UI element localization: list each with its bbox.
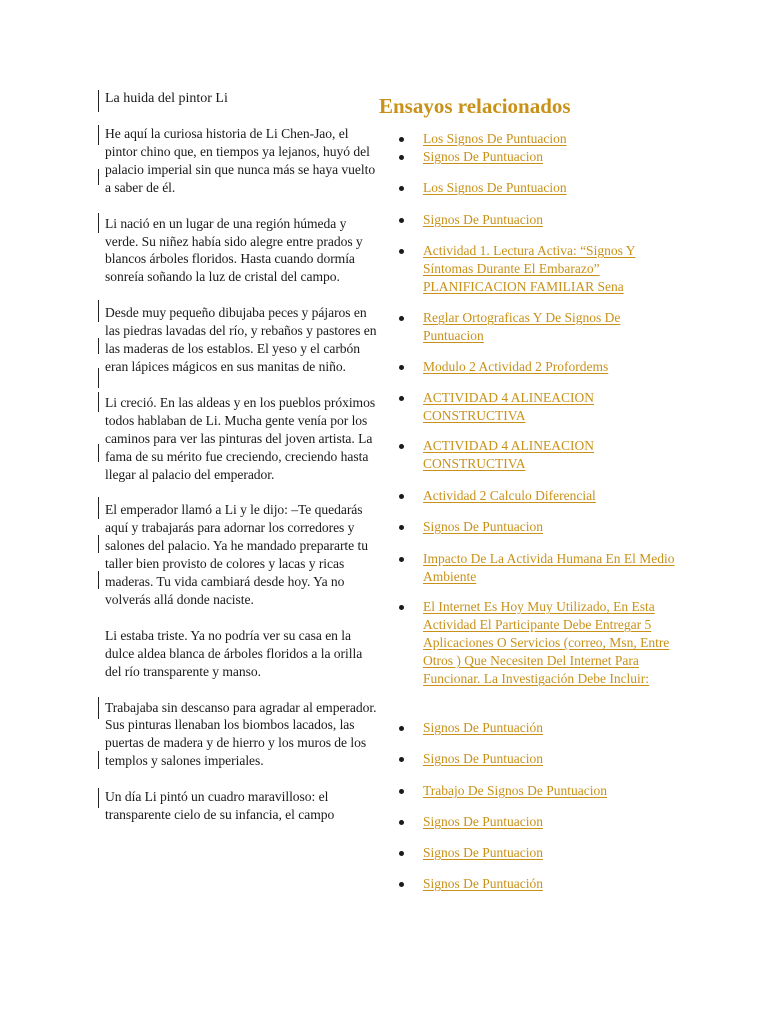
bullet-icon xyxy=(399,525,404,530)
related-essay-item xyxy=(379,487,679,505)
paragraph-marker xyxy=(98,697,99,719)
related-essay-link[interactable]: Signos De Puntuacion xyxy=(423,751,543,766)
bullet-icon xyxy=(399,494,404,499)
bullet-icon xyxy=(399,757,404,762)
paragraph-text: Desde muy pequeño dibujaba peces y pájaros en las piedras lavadas del río, y rebaños y pastores en las maderas de los establos. El yeso y el carbón eran lápices mágicos en sus manitas de niño. xyxy=(105,305,377,374)
paragraph-5 xyxy=(96,501,380,608)
paragraph-marker xyxy=(98,338,99,354)
document-title-block xyxy=(96,90,380,108)
bullet-icon xyxy=(399,851,404,856)
related-essays-list xyxy=(379,130,679,910)
related-essay-link[interactable]: Actividad 1. Lectura Activa: “Signos Y Síntomas Durante El Embarazo” PLANIFICACION FAMILIAR Sena xyxy=(423,243,636,294)
related-essay-link[interactable]: El Internet Es Hoy Muy Utilizado, En Esta Actividad El Participante Debe Entregar 5 Aplicaciones O Servicios (correo, Msn, Entre Otros ) Que Necesiten Del Internet Para Funcionar. La Investigación Debe Incluir: xyxy=(423,599,670,686)
paragraph-text: Li estaba triste. Ya no podría ver su casa en la dulce aldea blanca de árboles floridos a la orilla del río transparente y manso. xyxy=(105,627,363,679)
related-essay-link[interactable]: Signos De Puntuacion xyxy=(423,519,543,534)
paragraph-text: Un día Li pintó un cuadro maravilloso: el transparente cielo de su infancia, el campo xyxy=(105,789,335,823)
paragraph-marker xyxy=(98,125,99,145)
paragraph-marker xyxy=(98,535,99,553)
related-essay-item xyxy=(379,179,679,197)
related-essay-link[interactable]: Signos De Puntuacion xyxy=(423,149,543,164)
related-essay-link[interactable]: ACTIVIDAD 4 ALINEACION CONSTRUCTIVA xyxy=(423,390,594,423)
paragraph-marker xyxy=(98,90,99,112)
paragraph-marker xyxy=(98,300,99,322)
related-essay-link[interactable]: Signos De Puntuacion xyxy=(423,814,543,829)
paragraph-marker xyxy=(98,444,99,462)
bullet-icon xyxy=(399,444,404,449)
related-essay-link[interactable]: Trabajo De Signos De Puntuacion xyxy=(423,783,607,798)
related-essay-item xyxy=(379,309,679,345)
bullet-icon xyxy=(399,820,404,825)
related-essay-link[interactable]: Impacto De La Activida Humana En El Medio Ambiente xyxy=(423,551,675,584)
paragraph-2 xyxy=(96,215,380,287)
bullet-icon xyxy=(399,605,404,610)
bullet-icon xyxy=(399,726,404,731)
paragraph-text: Li creció. En las aldeas y en los pueblos próximos todos hablaban de Li. Mucha gente venía por los caminos para ver las pinturas del joven artista. La fama de su mérito fue creciendo, creciendo hasta llegar al palacio del emperador. xyxy=(105,394,376,482)
related-essay-item xyxy=(379,130,679,148)
paragraph-marker xyxy=(98,571,99,589)
related-essay-item xyxy=(379,844,679,862)
related-essay-link[interactable]: Signos De Puntuación xyxy=(423,720,543,735)
related-essay-item xyxy=(379,358,679,376)
bullet-icon xyxy=(399,789,404,794)
related-essay-link[interactable]: Los Signos De Puntuacion xyxy=(423,131,567,146)
related-essay-item xyxy=(379,437,679,473)
paragraph-7 xyxy=(96,699,380,771)
paragraph-text: El emperador llamó a Li y le dijo: –Te quedarás aquí y trabajarás para adornar los corredores y salones del palacio. Ya he mandado prepararte tu taller bien provisto de colores y lacas y ricas maderas. Tu vida cambiará desde hoy. Ya no volverás allá donde naciste. xyxy=(105,502,368,607)
related-essay-link[interactable]: ACTIVIDAD 4 ALINEACION CONSTRUCTIVA xyxy=(423,438,594,471)
bullet-icon xyxy=(399,882,404,887)
paragraph-8 xyxy=(96,788,380,824)
paragraph-marker xyxy=(98,751,99,769)
related-essay-item xyxy=(379,782,679,800)
paragraph-4 xyxy=(96,394,380,484)
document-column xyxy=(96,90,380,842)
related-essay-link[interactable]: Signos De Puntuacion xyxy=(423,845,543,860)
bullet-icon xyxy=(399,396,404,401)
related-essay-item xyxy=(379,389,679,425)
bullet-icon xyxy=(399,316,404,321)
bullet-icon xyxy=(399,249,404,254)
paragraph-text: He aquí la curiosa historia de Li Chen-Jao, el pintor chino que, en tiempos ya lejanos, huyó del palacio imperial sin que nunca más se haya vuelto a saber de él. xyxy=(105,126,376,195)
document-title: La huida del pintor Li xyxy=(105,91,228,106)
related-essay-link[interactable]: Modulo 2 Actividad 2 Profordems xyxy=(423,359,609,374)
related-essay-item xyxy=(379,750,679,768)
bullet-icon xyxy=(399,365,404,370)
related-essay-item xyxy=(379,148,679,166)
paragraph-1 xyxy=(96,125,380,197)
related-essay-item xyxy=(379,813,679,831)
paragraph-marker xyxy=(98,392,99,412)
paragraph-marker xyxy=(98,497,99,519)
paragraph-6 xyxy=(96,627,380,681)
related-essay-link[interactable]: Signos De Puntuacion xyxy=(423,212,543,227)
bullet-icon xyxy=(399,137,404,142)
paragraph-marker xyxy=(98,368,99,388)
paragraph-marker xyxy=(98,788,99,808)
related-essay-item xyxy=(379,719,679,737)
bullet-icon xyxy=(399,186,404,191)
related-essays-heading: Ensayos relacionados xyxy=(379,94,571,118)
related-essay-link[interactable]: Signos De Puntuación xyxy=(423,876,543,891)
paragraph-marker xyxy=(98,213,99,233)
bullet-icon xyxy=(399,557,404,562)
related-essay-link[interactable]: Los Signos De Puntuacion xyxy=(423,180,567,195)
bullet-icon xyxy=(399,155,404,160)
paragraph-text: Li nació en un lugar de una región húmeda y verde. Su niñez había sido alegre entre prados y blancos árboles floridos. Hasta cuando dormía sonreía soñando la luz de cristal del campo. xyxy=(105,215,363,285)
paragraph-3 xyxy=(96,304,380,376)
related-essay-item xyxy=(379,598,679,688)
related-essay-item xyxy=(379,211,679,229)
related-essays-section xyxy=(379,92,679,910)
related-essay-item xyxy=(379,550,679,586)
bullet-icon xyxy=(399,218,404,223)
related-essay-item xyxy=(379,242,679,296)
related-essay-link[interactable]: Reglar Ortograficas Y De Signos De Puntuacion xyxy=(423,310,621,343)
related-essay-link[interactable]: Actividad 2 Calculo Diferencial xyxy=(423,488,596,503)
paragraph-marker xyxy=(98,169,99,185)
related-essay-item xyxy=(379,518,679,536)
related-essay-item xyxy=(379,875,679,893)
paragraph-text: Trabajaba sin descanso para agradar al emperador. Sus pinturas llenaban los biombos lacados, las puertas de madera y de hierro y los muros de los templos y salones imperiales. xyxy=(105,699,377,769)
